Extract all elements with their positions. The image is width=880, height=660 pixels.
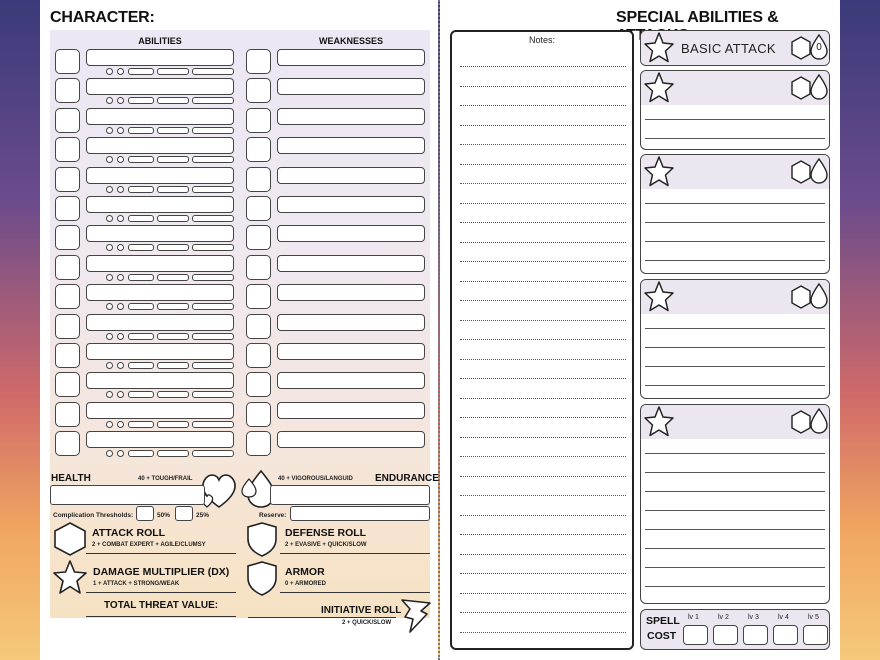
special-abilities-title: SPECIAL ABILITIES & xyxy=(616,9,779,26)
notes-line xyxy=(460,554,626,555)
tracker-box[interactable] xyxy=(192,186,234,193)
weakness-name-field[interactable] xyxy=(277,108,425,125)
weakness-name-field[interactable] xyxy=(277,225,425,242)
ability-card-line xyxy=(645,529,825,530)
tracker-box[interactable] xyxy=(157,362,189,369)
character-sheet-page xyxy=(40,0,438,660)
tracker-box[interactable] xyxy=(157,127,189,134)
threshold-50-field[interactable] xyxy=(136,506,154,521)
notes-line xyxy=(460,222,626,223)
health-field[interactable] xyxy=(50,485,205,505)
notes-line xyxy=(460,105,626,106)
notes-line xyxy=(460,456,626,457)
endurance-field[interactable] xyxy=(270,485,430,505)
ability-name-field[interactable] xyxy=(86,196,234,213)
ability-card-line xyxy=(645,491,825,492)
ability-tracker xyxy=(106,333,234,341)
threshold-25-field[interactable] xyxy=(175,506,193,521)
ability-card-line xyxy=(645,567,825,568)
ability-tracker xyxy=(106,186,234,194)
tracker-dot[interactable] xyxy=(106,303,113,310)
special-ability-card[interactable] xyxy=(640,70,830,150)
ability-name-field[interactable] xyxy=(86,49,234,66)
tracker-box[interactable] xyxy=(157,68,189,75)
endurance-formula: 40 + VIGOROUS/LANGUID xyxy=(278,476,353,482)
tracker-box[interactable] xyxy=(157,156,189,163)
complication-label: Complication Thresholds: xyxy=(53,512,134,519)
ability-name-field[interactable] xyxy=(86,78,234,95)
weakness-icon-slot[interactable] xyxy=(246,167,271,192)
weakness-icon-slot[interactable] xyxy=(246,284,271,309)
weakness-name-field[interactable] xyxy=(277,167,425,184)
tracker-box[interactable] xyxy=(157,421,189,428)
damage-multiplier-label: DAMAGE MULTIPLIER (DX) xyxy=(93,566,230,578)
spell-level-label: lv 1 xyxy=(688,614,699,621)
armor-line xyxy=(280,592,430,593)
ability-tracker xyxy=(106,450,234,458)
attack-roll-label: ATTACK ROLL xyxy=(92,527,166,539)
defense-roll-line xyxy=(280,553,430,554)
defense-roll-formula: 2 + EVASIVE + QUICK/SLOW xyxy=(285,542,367,548)
reserve-label: Reserve: xyxy=(259,512,287,519)
tracker-box[interactable] xyxy=(192,450,234,457)
notes-line xyxy=(460,144,626,145)
tracker-dot[interactable] xyxy=(117,244,124,251)
droplet-icon xyxy=(810,283,828,309)
weakness-name-field[interactable] xyxy=(277,255,425,272)
ability-tracker xyxy=(106,244,234,252)
ability-tracker xyxy=(106,97,234,105)
shield-icon xyxy=(245,521,279,557)
hexagon-icon xyxy=(791,160,811,184)
ability-card-line xyxy=(645,548,825,549)
tracker-box[interactable] xyxy=(157,450,189,457)
ability-tracker xyxy=(106,215,234,223)
star-icon xyxy=(643,32,675,64)
notes-line xyxy=(460,261,626,262)
ability-name-field[interactable] xyxy=(86,343,234,360)
tracker-dot[interactable] xyxy=(106,127,113,134)
weakness-name-field[interactable] xyxy=(277,137,425,154)
notes-line xyxy=(460,281,626,282)
ability-card-line xyxy=(645,366,825,367)
tracker-dot[interactable] xyxy=(117,362,124,369)
star-icon xyxy=(52,560,88,596)
ability-icon-slot[interactable] xyxy=(55,196,80,221)
tracker-dot[interactable] xyxy=(106,333,113,340)
notes-line xyxy=(460,359,626,360)
notes-line xyxy=(460,437,626,438)
weaknesses-header: WEAKNESSES xyxy=(318,36,383,46)
notes-line xyxy=(460,573,626,574)
notes-line xyxy=(460,183,626,184)
ability-name-field[interactable] xyxy=(86,431,234,448)
tracker-box[interactable] xyxy=(128,127,154,134)
tracker-box[interactable] xyxy=(192,333,234,340)
weakness-name-field[interactable] xyxy=(277,196,425,213)
ability-card-line xyxy=(645,385,825,386)
notes-line xyxy=(460,378,626,379)
tracker-dot[interactable] xyxy=(117,156,124,163)
tracker-dot[interactable] xyxy=(106,68,113,75)
tracker-box[interactable] xyxy=(192,421,234,428)
ability-icon-slot[interactable] xyxy=(55,167,80,192)
weakness-name-field[interactable] xyxy=(277,343,425,360)
weakness-icon-slot[interactable] xyxy=(246,196,271,221)
star-icon xyxy=(643,281,675,313)
ability-icon-slot[interactable] xyxy=(55,255,80,280)
health-formula: 40 + TOUGH/FRAIL xyxy=(138,476,193,482)
tracker-box[interactable] xyxy=(192,303,234,310)
tracker-box[interactable] xyxy=(192,274,234,281)
notes-line xyxy=(460,515,626,516)
tracker-dot[interactable] xyxy=(117,421,124,428)
spell-label: SPELL xyxy=(646,615,680,627)
notes-line xyxy=(460,417,626,418)
tracker-box[interactable] xyxy=(192,362,234,369)
weakness-icon-slot[interactable] xyxy=(246,431,271,456)
notes-line xyxy=(460,398,626,399)
ability-icon-slot[interactable] xyxy=(55,284,80,309)
ability-icon-slot[interactable] xyxy=(55,137,80,162)
reserve-field[interactable] xyxy=(290,506,430,521)
spell-level-label: lv 2 xyxy=(718,614,729,621)
cost-label: COST xyxy=(647,630,677,642)
health-label: HEALTH xyxy=(51,473,91,484)
special-ability-card[interactable] xyxy=(640,404,830,604)
tracker-box[interactable] xyxy=(128,186,154,193)
attack-roll-formula: 2 + COMBAT EXPERT + AGILE/CLUMSY xyxy=(92,542,206,548)
basic-attack-cost: 0 xyxy=(816,42,822,53)
tracker-dot[interactable] xyxy=(117,391,124,398)
ability-card-line xyxy=(645,222,825,223)
tracker-box[interactable] xyxy=(192,215,234,222)
tracker-dot[interactable] xyxy=(117,186,124,193)
tracker-box[interactable] xyxy=(157,391,189,398)
tracker-box[interactable] xyxy=(192,127,234,134)
hexagon-icon xyxy=(791,285,811,309)
damage-multiplier-line xyxy=(86,592,236,593)
star-icon xyxy=(643,406,675,438)
basic-attack-label: BASIC ATTACK xyxy=(681,41,776,56)
star-icon xyxy=(643,156,675,188)
spell-level-field[interactable] xyxy=(713,625,738,645)
ability-icon-slot[interactable] xyxy=(55,78,80,103)
armor-label: ARMOR xyxy=(285,566,325,578)
tracker-dot[interactable] xyxy=(106,391,113,398)
total-threat-label: TOTAL THREAT VALUE: xyxy=(104,600,219,611)
threshold-50-label: 50% xyxy=(157,512,171,519)
ability-name-field[interactable] xyxy=(86,255,234,272)
tracker-dot[interactable] xyxy=(106,362,113,369)
basic-attack-card[interactable] xyxy=(640,30,830,66)
weakness-icon-slot[interactable] xyxy=(246,255,271,280)
special-ability-card[interactable] xyxy=(640,279,830,399)
weakness-icon-slot[interactable] xyxy=(246,49,271,74)
tracker-box[interactable] xyxy=(128,215,154,222)
shield-icon xyxy=(245,560,279,596)
ability-tracker xyxy=(106,127,234,135)
lightning-icon xyxy=(396,597,432,635)
tracker-dot[interactable] xyxy=(106,244,113,251)
notes-line xyxy=(460,320,626,321)
attack-roll-line xyxy=(86,553,236,554)
notes-line xyxy=(460,300,626,301)
tracker-box[interactable] xyxy=(128,391,154,398)
notes-line xyxy=(460,203,626,204)
ability-name-field[interactable] xyxy=(86,314,234,331)
notes-line xyxy=(460,495,626,496)
tracker-box[interactable] xyxy=(192,68,234,75)
ability-card-line xyxy=(645,453,825,454)
tracker-dot[interactable] xyxy=(106,215,113,222)
threshold-25-label: 25% xyxy=(196,512,210,519)
ability-tracker xyxy=(106,68,234,76)
damage-multiplier-formula: 1 + ATTACK + STRONG/WEAK xyxy=(93,581,180,587)
ability-tracker xyxy=(106,303,234,311)
weakness-name-field[interactable] xyxy=(277,372,425,389)
star-icon xyxy=(643,72,675,104)
ability-card-line xyxy=(645,328,825,329)
ability-name-field[interactable] xyxy=(86,225,234,242)
ability-icon-slot[interactable] xyxy=(55,402,80,427)
droplet-icon xyxy=(810,408,828,434)
weakness-icon-slot[interactable] xyxy=(246,314,271,339)
ability-name-field[interactable] xyxy=(86,108,234,125)
tracker-dot[interactable] xyxy=(117,127,124,134)
ability-name-field[interactable] xyxy=(86,402,234,419)
droplet-icon xyxy=(810,158,828,184)
tracker-dot[interactable] xyxy=(106,156,113,163)
spell-level-field[interactable] xyxy=(803,625,828,645)
ability-icon-slot[interactable] xyxy=(55,108,80,133)
hexagon-icon xyxy=(791,76,811,100)
notes-line xyxy=(460,593,626,594)
tracker-box[interactable] xyxy=(128,156,154,163)
weakness-icon-slot[interactable] xyxy=(246,225,271,250)
tracker-dot[interactable] xyxy=(117,303,124,310)
tracker-box[interactable] xyxy=(157,244,189,251)
initiative-roll-formula: 2 + QUICK/SLOW xyxy=(342,620,392,626)
notes-label: Notes: xyxy=(528,35,555,45)
tracker-dot[interactable] xyxy=(106,97,113,104)
tracker-dot[interactable] xyxy=(117,97,124,104)
notes-line xyxy=(460,534,626,535)
tracker-box[interactable] xyxy=(157,333,189,340)
weakness-icon-slot[interactable] xyxy=(246,343,271,368)
ability-card-line xyxy=(645,260,825,261)
weakness-name-field[interactable] xyxy=(277,314,425,331)
ability-icon-slot[interactable] xyxy=(55,225,80,250)
ability-name-field[interactable] xyxy=(86,372,234,389)
tracker-box[interactable] xyxy=(192,156,234,163)
weakness-name-field[interactable] xyxy=(277,284,425,301)
tracker-box[interactable] xyxy=(128,244,154,251)
ability-card-line xyxy=(645,119,825,120)
tracker-dot[interactable] xyxy=(117,215,124,222)
tracker-box[interactable] xyxy=(192,244,234,251)
ability-card-line xyxy=(645,203,825,204)
endurance-label: ENDURANCE xyxy=(375,473,439,484)
tracker-dot[interactable] xyxy=(106,274,113,281)
initiative-roll-label: INITIATIVE ROLL xyxy=(321,605,402,616)
hexagon-icon xyxy=(53,522,87,556)
notes-line xyxy=(460,632,626,633)
notes-line xyxy=(460,66,626,67)
tracker-box[interactable] xyxy=(128,274,154,281)
ability-icon-slot[interactable] xyxy=(55,314,80,339)
weakness-icon-slot[interactable] xyxy=(246,402,271,427)
tracker-box[interactable] xyxy=(157,303,189,310)
weakness-icon-slot[interactable] xyxy=(246,108,271,133)
spell-level-field[interactable] xyxy=(683,625,708,645)
droplet-icon xyxy=(810,74,828,100)
tracker-box[interactable] xyxy=(192,391,234,398)
tracker-dot[interactable] xyxy=(117,333,124,340)
ability-card-line xyxy=(645,347,825,348)
weakness-icon-slot[interactable] xyxy=(246,372,271,397)
spell-cost-panel xyxy=(640,609,830,650)
notes-line xyxy=(460,339,626,340)
tracker-box[interactable] xyxy=(128,68,154,75)
ability-icon-slot[interactable] xyxy=(55,372,80,397)
ability-tracker xyxy=(106,274,234,282)
total-threat-line xyxy=(86,616,236,617)
tracker-box[interactable] xyxy=(157,186,189,193)
ability-card-line xyxy=(645,241,825,242)
tracker-box[interactable] xyxy=(128,450,154,457)
tracker-dot[interactable] xyxy=(117,450,124,457)
ability-card-line xyxy=(645,138,825,139)
ability-card-line xyxy=(645,472,825,473)
weakness-icon-slot[interactable] xyxy=(246,78,271,103)
tracker-dot[interactable] xyxy=(106,450,113,457)
initiative-roll-line xyxy=(248,617,396,618)
spell-level-label: lv 4 xyxy=(778,614,789,621)
defense-roll-label: DEFENSE ROLL xyxy=(285,527,367,539)
tracker-box[interactable] xyxy=(128,303,154,310)
tracker-box[interactable] xyxy=(157,97,189,104)
tracker-dot[interactable] xyxy=(117,68,124,75)
notes-line xyxy=(460,164,626,165)
weakness-name-field[interactable] xyxy=(277,78,425,95)
notes-line xyxy=(460,476,626,477)
tracker-box[interactable] xyxy=(128,333,154,340)
weakness-name-field[interactable] xyxy=(277,49,425,66)
weakness-icon-slot[interactable] xyxy=(246,137,271,162)
tracker-box[interactable] xyxy=(128,362,154,369)
tracker-box[interactable] xyxy=(157,274,189,281)
weakness-name-field[interactable] xyxy=(277,431,425,448)
ability-tracker xyxy=(106,421,234,429)
armor-formula: 0 + ARMORED xyxy=(285,581,326,587)
ability-icon-slot[interactable] xyxy=(55,49,80,74)
abilities-header: ABILITIES xyxy=(138,36,182,46)
tracker-dot[interactable] xyxy=(106,421,113,428)
tracker-box[interactable] xyxy=(128,421,154,428)
spell-level-field[interactable] xyxy=(743,625,768,645)
spell-level-label: lv 5 xyxy=(808,614,819,621)
weakness-name-field[interactable] xyxy=(277,402,425,419)
hexagon-icon xyxy=(791,410,811,434)
ability-icon-slot[interactable] xyxy=(55,343,80,368)
notes-line xyxy=(460,612,626,613)
notes-line xyxy=(460,242,626,243)
special-abilities-page xyxy=(440,0,840,660)
tracker-box[interactable] xyxy=(157,215,189,222)
special-ability-card[interactable] xyxy=(640,154,830,274)
ability-card-line xyxy=(645,510,825,511)
tracker-box[interactable] xyxy=(192,97,234,104)
tracker-dot[interactable] xyxy=(117,274,124,281)
notes-line xyxy=(460,125,626,126)
hexagon-icon xyxy=(791,36,811,60)
spell-level-label: lv 3 xyxy=(748,614,759,621)
ability-tracker xyxy=(106,362,234,370)
ability-name-field[interactable] xyxy=(86,137,234,154)
tracker-dot[interactable] xyxy=(106,186,113,193)
notes-panel[interactable] xyxy=(450,30,634,650)
tracker-box[interactable] xyxy=(128,97,154,104)
ability-name-field[interactable] xyxy=(86,167,234,184)
ability-card-line xyxy=(645,586,825,587)
ability-icon-slot[interactable] xyxy=(55,431,80,456)
character-title: CHARACTER: xyxy=(50,9,155,26)
ability-tracker xyxy=(106,156,234,164)
spell-level-field[interactable] xyxy=(773,625,798,645)
notes-line xyxy=(460,86,626,87)
ability-tracker xyxy=(106,391,234,399)
ability-name-field[interactable] xyxy=(86,284,234,301)
